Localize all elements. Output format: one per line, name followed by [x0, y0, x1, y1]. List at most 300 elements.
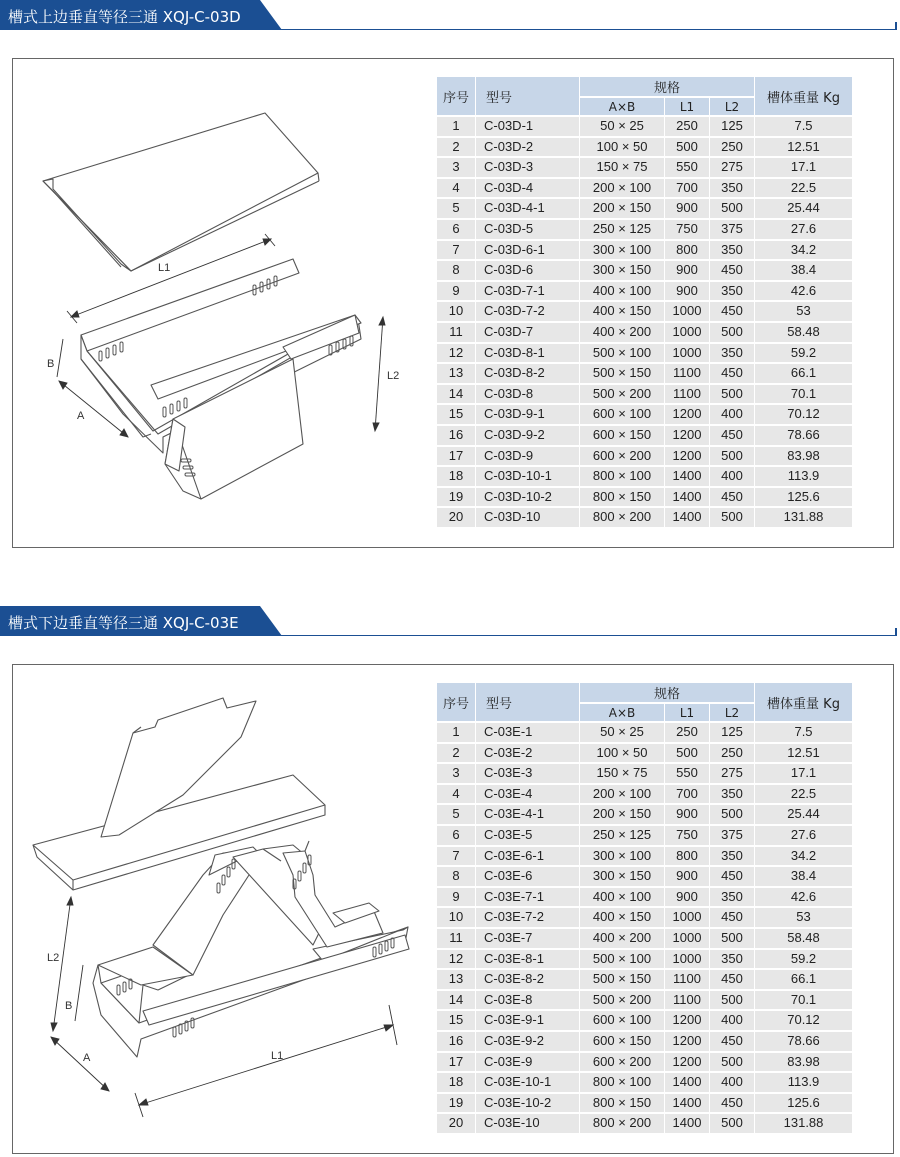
cell-weight: 113.9	[755, 467, 852, 486]
header-no: 序号	[437, 683, 475, 721]
cell-model: C-03E-9	[476, 1053, 579, 1072]
cell-l2: 350	[710, 888, 754, 907]
table-row	[437, 1094, 852, 1113]
cell-weight: 27.6	[755, 826, 852, 845]
cell-weight: 83.98	[755, 447, 852, 466]
header-weight: 槽体重量 Kg	[755, 77, 852, 115]
cell-axb: 150 × 75	[580, 764, 664, 783]
cell-model: C-03D-9-1	[476, 405, 579, 424]
cell-axb: 800 × 200	[580, 508, 664, 527]
cell-l1: 900	[665, 888, 709, 907]
cell-no: 20	[437, 1114, 475, 1133]
cell-weight: 70.1	[755, 385, 852, 404]
cell-weight: 59.2	[755, 950, 852, 969]
cell-no: 15	[437, 405, 475, 424]
cell-no: 9	[437, 282, 475, 301]
cell-weight: 27.6	[755, 220, 852, 239]
cell-model: C-03D-3	[476, 158, 579, 177]
cell-l2: 450	[710, 261, 754, 280]
table-row	[437, 344, 852, 363]
table-row	[437, 1073, 852, 1092]
cell-model: C-03D-7-1	[476, 282, 579, 301]
cell-axb: 400 × 150	[580, 302, 664, 321]
cell-model: C-03E-1	[476, 723, 579, 742]
cell-axb: 600 × 200	[580, 1053, 664, 1072]
table-row	[437, 138, 852, 157]
cell-weight: 7.5	[755, 117, 852, 136]
cell-axb: 400 × 100	[580, 282, 664, 301]
cell-weight: 42.6	[755, 282, 852, 301]
table-row	[437, 929, 852, 948]
dim-label-b: B	[65, 1000, 73, 1012]
cell-l1: 900	[665, 261, 709, 280]
cell-l2: 500	[710, 805, 754, 824]
cell-model: C-03D-10	[476, 508, 579, 527]
cell-l1: 800	[665, 241, 709, 260]
header-no: 序号	[437, 77, 475, 115]
cell-l1: 1000	[665, 908, 709, 927]
cell-model: C-03D-6	[476, 261, 579, 280]
cell-no: 5	[437, 199, 475, 218]
section-header-03e	[0, 606, 900, 636]
cell-axb: 500 × 150	[580, 364, 664, 383]
cell-weight: 78.66	[755, 1032, 852, 1051]
cell-l2: 375	[710, 220, 754, 239]
cell-no: 3	[437, 764, 475, 783]
cell-weight: 53	[755, 302, 852, 321]
cell-weight: 70.12	[755, 405, 852, 424]
cell-axb: 200 × 100	[580, 785, 664, 804]
cell-l1: 900	[665, 282, 709, 301]
cell-l1: 900	[665, 867, 709, 886]
table-row	[437, 447, 852, 466]
cell-l2: 275	[710, 764, 754, 783]
cell-weight: 131.88	[755, 1114, 852, 1133]
cell-no: 18	[437, 1073, 475, 1092]
cell-model: C-03E-2	[476, 744, 579, 763]
dim-label-l1: L1	[158, 262, 171, 274]
cell-axb: 400 × 200	[580, 929, 664, 948]
header-l2: L2	[710, 98, 754, 115]
cell-l2: 450	[710, 488, 754, 507]
dim-label-l2: L2	[387, 370, 400, 382]
spec-table-body	[437, 117, 852, 527]
cell-no: 12	[437, 950, 475, 969]
dim-label-a: A	[83, 1052, 91, 1064]
cell-no: 3	[437, 158, 475, 177]
cell-l2: 350	[710, 785, 754, 804]
cell-l1: 550	[665, 158, 709, 177]
cell-l1: 750	[665, 220, 709, 239]
cell-model: C-03D-6-1	[476, 241, 579, 260]
dim-label-b: B	[47, 358, 55, 370]
cell-weight: 25.44	[755, 199, 852, 218]
spec-table-03e	[436, 681, 853, 1135]
cell-axb: 800 × 100	[580, 467, 664, 486]
cell-axb: 250 × 125	[580, 220, 664, 239]
header-rule-tick	[895, 628, 897, 636]
table-row	[437, 847, 852, 866]
cell-l1: 500	[665, 744, 709, 763]
cell-l2: 500	[710, 1114, 754, 1133]
cell-model: C-03E-4-1	[476, 805, 579, 824]
cell-weight: 70.1	[755, 991, 852, 1010]
cell-l2: 250	[710, 138, 754, 157]
cell-no: 8	[437, 261, 475, 280]
cell-weight: 34.2	[755, 847, 852, 866]
tee-upper-vertical-drawing	[13, 59, 433, 547]
header-rule	[270, 635, 897, 636]
cell-l1: 1200	[665, 1032, 709, 1051]
table-row	[437, 199, 852, 218]
cell-l2: 450	[710, 426, 754, 445]
cell-l1: 1200	[665, 1053, 709, 1072]
cell-no: 4	[437, 179, 475, 198]
cell-l1: 1200	[665, 426, 709, 445]
cell-no: 1	[437, 117, 475, 136]
cell-l1: 1400	[665, 467, 709, 486]
tee-lower-vertical-drawing	[13, 665, 433, 1153]
cell-l2: 450	[710, 364, 754, 383]
cell-no: 17	[437, 447, 475, 466]
cell-model: C-03D-7-2	[476, 302, 579, 321]
cell-no: 7	[437, 241, 475, 260]
cell-l1: 700	[665, 179, 709, 198]
cell-model: C-03D-9-2	[476, 426, 579, 445]
cell-l2: 375	[710, 826, 754, 845]
cell-l2: 275	[710, 158, 754, 177]
cell-no: 1	[437, 723, 475, 742]
cell-l1: 1400	[665, 1094, 709, 1113]
cell-no: 13	[437, 970, 475, 989]
header-spec: 规格	[580, 683, 754, 702]
cell-weight: 22.5	[755, 785, 852, 804]
spec-table-03d	[436, 75, 853, 529]
cell-axb: 150 × 75	[580, 158, 664, 177]
table-row	[437, 467, 852, 486]
cell-l2: 450	[710, 867, 754, 886]
cell-axb: 600 × 150	[580, 426, 664, 445]
table-row	[437, 908, 852, 927]
table-row	[437, 323, 852, 342]
cell-axb: 600 × 200	[580, 447, 664, 466]
table-row	[437, 805, 852, 824]
table-row	[437, 158, 852, 177]
header-axb: A×B	[580, 704, 664, 721]
cell-axb: 800 × 200	[580, 1114, 664, 1133]
cell-l1: 1000	[665, 950, 709, 969]
table-row	[437, 991, 852, 1010]
table-row	[437, 405, 852, 424]
cell-l1: 1000	[665, 929, 709, 948]
cell-no: 18	[437, 467, 475, 486]
cell-no: 10	[437, 302, 475, 321]
cell-axb: 500 × 150	[580, 970, 664, 989]
header-weight: 槽体重量 Kg	[755, 683, 852, 721]
cell-l1: 1400	[665, 1114, 709, 1133]
cell-l1: 1100	[665, 364, 709, 383]
cell-weight: 59.2	[755, 344, 852, 363]
table-row	[437, 302, 852, 321]
cell-l1: 250	[665, 723, 709, 742]
cell-no: 6	[437, 220, 475, 239]
cell-l2: 250	[710, 744, 754, 763]
cell-l1: 1100	[665, 970, 709, 989]
cell-model: C-03E-10-2	[476, 1094, 579, 1113]
cell-l2: 500	[710, 323, 754, 342]
header-l1: L1	[665, 704, 709, 721]
table-row	[437, 179, 852, 198]
cell-axb: 500 × 200	[580, 991, 664, 1010]
cell-axb: 800 × 150	[580, 1094, 664, 1113]
cell-l1: 500	[665, 138, 709, 157]
cell-no: 20	[437, 508, 475, 527]
section-header-03d	[0, 0, 900, 30]
table-row	[437, 220, 852, 239]
cell-axb: 500 × 100	[580, 950, 664, 969]
cell-l2: 500	[710, 508, 754, 527]
header-l2: L2	[710, 704, 754, 721]
cell-axb: 100 × 50	[580, 744, 664, 763]
table-row	[437, 426, 852, 445]
cell-no: 16	[437, 426, 475, 445]
table-row	[437, 282, 852, 301]
table-row	[437, 364, 852, 383]
cell-model: C-03E-6	[476, 867, 579, 886]
cell-model: C-03D-8-1	[476, 344, 579, 363]
cell-weight: 125.6	[755, 488, 852, 507]
cell-axb: 400 × 100	[580, 888, 664, 907]
cell-weight: 42.6	[755, 888, 852, 907]
cell-no: 16	[437, 1032, 475, 1051]
cell-model: C-03E-10	[476, 1114, 579, 1133]
cell-axb: 200 × 150	[580, 199, 664, 218]
cell-l2: 125	[710, 117, 754, 136]
cell-l2: 350	[710, 241, 754, 260]
cell-weight: 58.48	[755, 323, 852, 342]
cell-l2: 450	[710, 1032, 754, 1051]
cell-l2: 450	[710, 1094, 754, 1113]
cell-model: C-03D-1	[476, 117, 579, 136]
cell-axb: 100 × 50	[580, 138, 664, 157]
cell-weight: 83.98	[755, 1053, 852, 1072]
cell-l2: 350	[710, 847, 754, 866]
header-axb: A×B	[580, 98, 664, 115]
cell-weight: 70.12	[755, 1011, 852, 1030]
cell-l1: 1100	[665, 991, 709, 1010]
table-row	[437, 785, 852, 804]
cell-weight: 58.48	[755, 929, 852, 948]
header-rule	[270, 29, 897, 30]
cell-axb: 400 × 150	[580, 908, 664, 927]
table-row	[437, 488, 852, 507]
header-model: 型号	[476, 683, 579, 721]
cell-l2: 350	[710, 282, 754, 301]
table-row	[437, 970, 852, 989]
cell-l2: 500	[710, 447, 754, 466]
cell-l1: 900	[665, 805, 709, 824]
cell-axb: 800 × 150	[580, 488, 664, 507]
cell-weight: 12.51	[755, 744, 852, 763]
cell-no: 2	[437, 744, 475, 763]
cell-model: C-03E-7-1	[476, 888, 579, 907]
cell-l2: 400	[710, 1011, 754, 1030]
table-row	[437, 764, 852, 783]
table-row	[437, 1053, 852, 1072]
cell-model: C-03E-7	[476, 929, 579, 948]
cell-weight: 7.5	[755, 723, 852, 742]
cell-axb: 200 × 150	[580, 805, 664, 824]
cell-model: C-03E-5	[476, 826, 579, 845]
cell-model: C-03D-8-2	[476, 364, 579, 383]
cell-l1: 700	[665, 785, 709, 804]
cell-weight: 17.1	[755, 764, 852, 783]
header-model: 型号	[476, 77, 579, 115]
cell-l1: 750	[665, 826, 709, 845]
cell-axb: 50 × 25	[580, 117, 664, 136]
cell-l1: 1400	[665, 1073, 709, 1092]
cell-axb: 400 × 200	[580, 323, 664, 342]
cell-l1: 250	[665, 117, 709, 136]
cell-l2: 500	[710, 385, 754, 404]
table-row	[437, 950, 852, 969]
cell-model: C-03D-2	[476, 138, 579, 157]
cell-model: C-03D-10-2	[476, 488, 579, 507]
table-row	[437, 744, 852, 763]
cell-weight: 38.4	[755, 867, 852, 886]
cell-l2: 400	[710, 405, 754, 424]
cell-axb: 300 × 150	[580, 867, 664, 886]
cell-axb: 500 × 100	[580, 344, 664, 363]
cell-axb: 200 × 100	[580, 179, 664, 198]
cell-no: 2	[437, 138, 475, 157]
table-row	[437, 723, 852, 742]
cell-no: 15	[437, 1011, 475, 1030]
cell-model: C-03E-3	[476, 764, 579, 783]
header-l1: L1	[665, 98, 709, 115]
table-row	[437, 508, 852, 527]
cell-model: C-03D-5	[476, 220, 579, 239]
cell-l2: 500	[710, 929, 754, 948]
cell-model: C-03E-9-2	[476, 1032, 579, 1051]
cell-model: C-03D-9	[476, 447, 579, 466]
cell-axb: 50 × 25	[580, 723, 664, 742]
cell-weight: 34.2	[755, 241, 852, 260]
cell-no: 6	[437, 826, 475, 845]
table-row	[437, 867, 852, 886]
cell-l2: 500	[710, 199, 754, 218]
cell-l1: 1000	[665, 302, 709, 321]
cell-no: 9	[437, 888, 475, 907]
cell-weight: 66.1	[755, 970, 852, 989]
cell-weight: 53	[755, 908, 852, 927]
table-row	[437, 385, 852, 404]
cell-l1: 1000	[665, 344, 709, 363]
header-spec: 规格	[580, 77, 754, 96]
cell-l1: 1000	[665, 323, 709, 342]
cell-l1: 800	[665, 847, 709, 866]
cell-weight: 12.51	[755, 138, 852, 157]
cell-l2: 400	[710, 1073, 754, 1092]
cell-l1: 1200	[665, 447, 709, 466]
cell-l2: 450	[710, 970, 754, 989]
cell-l1: 1400	[665, 508, 709, 527]
table-row	[437, 261, 852, 280]
cell-weight: 38.4	[755, 261, 852, 280]
cell-model: C-03E-8-1	[476, 950, 579, 969]
cell-l1: 550	[665, 764, 709, 783]
cell-no: 11	[437, 323, 475, 342]
cell-l2: 500	[710, 1053, 754, 1072]
cell-l1: 1100	[665, 385, 709, 404]
cell-model: C-03E-9-1	[476, 1011, 579, 1030]
cell-weight: 22.5	[755, 179, 852, 198]
spec-table-body	[437, 723, 852, 1133]
cell-no: 4	[437, 785, 475, 804]
cell-model: C-03E-6-1	[476, 847, 579, 866]
cell-axb: 800 × 100	[580, 1073, 664, 1092]
cell-axb: 300 × 100	[580, 847, 664, 866]
cell-no: 10	[437, 908, 475, 927]
table-row	[437, 1114, 852, 1133]
cell-model: C-03E-8	[476, 991, 579, 1010]
cell-l1: 900	[665, 199, 709, 218]
cell-axb: 250 × 125	[580, 826, 664, 845]
cell-axb: 300 × 150	[580, 261, 664, 280]
cell-model: C-03E-4	[476, 785, 579, 804]
cell-no: 19	[437, 488, 475, 507]
product-panel-03d	[12, 58, 894, 548]
cell-l1: 1400	[665, 488, 709, 507]
cell-axb: 500 × 200	[580, 385, 664, 404]
cell-l2: 500	[710, 991, 754, 1010]
dim-label-l1: L1	[271, 1050, 284, 1062]
cell-model: C-03D-4-1	[476, 199, 579, 218]
cell-no: 14	[437, 385, 475, 404]
cell-l2: 400	[710, 467, 754, 486]
cell-no: 5	[437, 805, 475, 824]
cell-l2: 350	[710, 950, 754, 969]
cell-l1: 1200	[665, 405, 709, 424]
section-title: 槽式下边垂直等径三通 XQJ-C-03E	[8, 614, 239, 632]
cell-no: 11	[437, 929, 475, 948]
cell-no: 13	[437, 364, 475, 383]
section-title: 槽式上边垂直等径三通 XQJ-C-03D	[8, 8, 241, 26]
header-rule-tick	[895, 22, 897, 30]
cell-model: C-03E-7-2	[476, 908, 579, 927]
cell-no: 8	[437, 867, 475, 886]
cell-weight: 25.44	[755, 805, 852, 824]
cell-weight: 131.88	[755, 508, 852, 527]
cell-no: 19	[437, 1094, 475, 1113]
cell-no: 17	[437, 1053, 475, 1072]
cell-no: 14	[437, 991, 475, 1010]
table-row	[437, 241, 852, 260]
cell-l2: 450	[710, 908, 754, 927]
cell-weight: 17.1	[755, 158, 852, 177]
cell-l1: 1200	[665, 1011, 709, 1030]
dim-label-l2: L2	[47, 952, 60, 964]
cell-axb: 600 × 100	[580, 405, 664, 424]
cell-no: 12	[437, 344, 475, 363]
cell-weight: 66.1	[755, 364, 852, 383]
cell-axb: 600 × 100	[580, 1011, 664, 1030]
cell-axb: 300 × 100	[580, 241, 664, 260]
cell-model: C-03E-8-2	[476, 970, 579, 989]
dim-label-a: A	[77, 410, 85, 422]
cell-model: C-03D-7	[476, 323, 579, 342]
cell-l2: 450	[710, 302, 754, 321]
